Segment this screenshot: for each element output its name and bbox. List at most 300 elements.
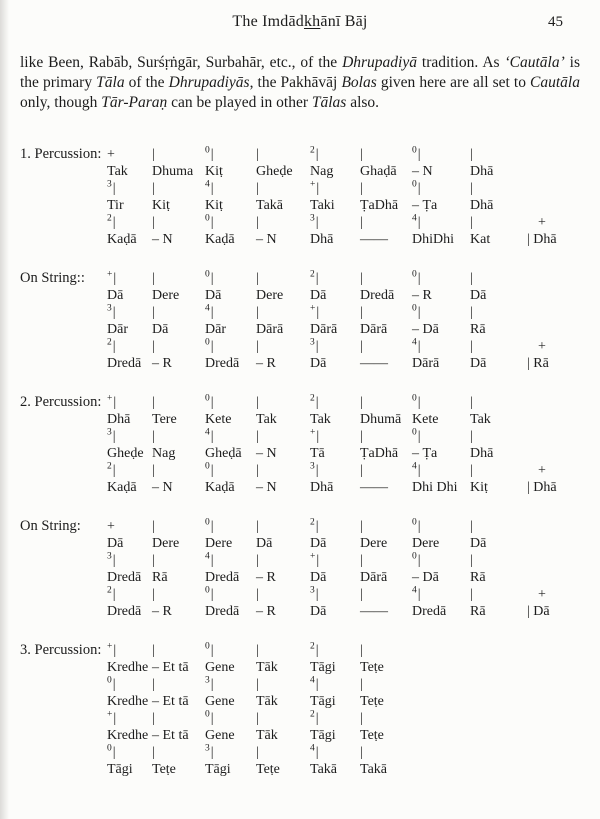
beat-marker: | <box>152 519 155 534</box>
section-label <box>20 411 107 428</box>
bol <box>527 411 589 428</box>
section-label <box>20 338 107 355</box>
beat-marker: $^0$| <box>205 585 214 602</box>
beat-marker: | <box>470 553 473 568</box>
beat-marker: | <box>470 271 473 286</box>
beat-marker: $^0$| <box>205 709 214 726</box>
bol: —— <box>360 232 388 247</box>
notation-row-markers <box>20 270 600 287</box>
section-label: 1. Percussion: <box>20 146 102 162</box>
beat-marker: | <box>152 147 155 162</box>
bol: Nag <box>310 164 334 179</box>
beat-marker: $^4$| <box>310 675 319 692</box>
bol <box>527 569 589 586</box>
beat-marker: | <box>360 215 363 230</box>
beat-marker: | <box>360 519 363 534</box>
beat-marker: | <box>470 429 473 444</box>
beat-marker: | <box>152 677 155 692</box>
bol: Kat <box>470 232 491 247</box>
beat-marker: | <box>360 339 363 354</box>
bol: – Ṭa <box>412 446 438 461</box>
beat-marker: +| <box>310 551 320 568</box>
beat-marker: $^4$| <box>205 551 214 568</box>
bol: Dere <box>152 536 180 551</box>
beat-marker: | <box>256 429 259 444</box>
bol: Kiṭ <box>470 480 488 495</box>
bol: – Dā <box>412 322 439 337</box>
section-label: On String: <box>20 518 81 534</box>
beat-marker: +| <box>107 641 117 658</box>
bol: Rā <box>470 570 486 585</box>
bol: Tak <box>470 412 491 427</box>
bol: ṬaDhā <box>360 198 399 213</box>
beat-marker: $^4$| <box>412 337 421 354</box>
beat-marker: | <box>152 271 155 286</box>
section-label: 3. Percussion: <box>20 642 102 658</box>
bol: Dā <box>470 536 487 551</box>
beat-marker: $^3$| <box>310 213 319 230</box>
bol: Kaḍā <box>107 480 137 495</box>
bol: Dhuma <box>152 164 194 179</box>
beat-marker: | <box>360 463 363 478</box>
beat-marker: $^2$| <box>107 213 116 230</box>
bol: Tir <box>107 198 124 213</box>
intro-segment: of the <box>124 74 169 91</box>
bol: – Ṭa <box>412 198 438 213</box>
bol: Tāgi <box>205 762 231 777</box>
bol <box>470 659 527 676</box>
bol: – N <box>152 232 173 247</box>
notation-row-markers <box>20 744 600 761</box>
bol: – N <box>152 480 173 495</box>
beat-marker: + <box>538 463 546 478</box>
beat-marker: $^3$| <box>107 179 116 196</box>
bol: Nag <box>152 446 176 461</box>
section-label <box>20 479 107 496</box>
beat-marker <box>527 180 589 197</box>
notation-row-bols <box>20 287 600 304</box>
bol: Dā <box>310 570 327 585</box>
bol: Teṭe <box>360 728 384 743</box>
beat-marker: $^0$| <box>205 641 214 658</box>
beat-marker: | <box>256 587 259 602</box>
notation-row-bols <box>20 355 600 372</box>
bol <box>527 197 589 214</box>
beat-marker: $^4$| <box>412 461 421 478</box>
bol <box>527 321 589 338</box>
page-header <box>0 0 600 34</box>
notation-row-bols <box>20 231 600 248</box>
bol: Rā <box>470 604 486 619</box>
section-label: On String:: <box>20 270 85 286</box>
notation-row-markers <box>20 180 600 197</box>
bol: Dā <box>310 536 327 551</box>
beat-marker <box>527 146 589 163</box>
bol: – R <box>256 356 276 371</box>
beat-marker: | <box>470 215 473 230</box>
bol: Dārā <box>360 570 388 585</box>
bol: Dhā <box>107 412 131 427</box>
bol: | Dā <box>527 604 550 619</box>
bol: Dā <box>470 288 487 303</box>
beat-marker: $^3$| <box>107 551 116 568</box>
intro-segment: also. <box>346 94 380 111</box>
bol: Takā <box>360 762 388 777</box>
beat-marker: $^3$| <box>107 303 116 320</box>
beat-marker <box>412 676 470 693</box>
notation-row-markers <box>20 146 600 163</box>
intro-segment: like Been, Rabāb, Surśṛṅgār, Surbahār, etc., of the <box>20 54 343 71</box>
bol: Dārā <box>360 322 388 337</box>
beat-marker: | <box>470 587 473 602</box>
bol: Tāk <box>256 728 278 743</box>
beat-marker <box>527 710 589 727</box>
beat-marker: $^2$| <box>107 461 116 478</box>
bol: Takā <box>310 762 338 777</box>
beat-marker: | <box>360 587 363 602</box>
beat-marker: | <box>152 339 155 354</box>
beat-marker: | <box>470 339 473 354</box>
notation-row-markers <box>20 462 600 479</box>
beat-marker: | <box>152 395 155 410</box>
bol: – R <box>256 604 276 619</box>
bol <box>412 761 470 778</box>
section-label <box>20 569 107 586</box>
beat-marker: +| <box>310 179 320 196</box>
beat-marker: | <box>152 745 155 760</box>
bol: Dā <box>205 288 222 303</box>
bol: Dredā <box>107 570 142 585</box>
notation-row-bols <box>20 535 600 552</box>
notation-row-bols <box>20 727 600 744</box>
intro-segment: can be played in other <box>167 94 312 111</box>
intro-segment: Bolas <box>341 74 377 91</box>
beat-marker: +| <box>107 393 117 410</box>
beat-marker: +| <box>107 269 117 286</box>
bol: —— <box>360 356 388 371</box>
beat-marker <box>527 428 589 445</box>
notation-row-bols <box>20 321 600 338</box>
section-label <box>20 659 107 676</box>
beat-marker: $^2$| <box>310 517 319 534</box>
beat-marker <box>527 270 589 287</box>
beat-marker: | <box>256 711 259 726</box>
notation-section <box>20 146 600 248</box>
beat-marker: | <box>152 553 155 568</box>
bol: Kredhe <box>107 660 149 675</box>
bol: Gheḍe <box>256 164 293 179</box>
bol: Kiṭ <box>152 198 170 213</box>
bol: Dā <box>310 356 327 371</box>
bol: Dredā <box>107 356 142 371</box>
intro-segment: tradition. As <box>416 54 505 71</box>
beat-marker: +| <box>310 303 320 320</box>
section-label <box>20 761 107 778</box>
notation-row-markers <box>20 710 600 727</box>
bol: Dredā <box>412 604 447 619</box>
bol: Gene <box>205 728 235 743</box>
bol: Dredā <box>107 604 142 619</box>
notation-row-markers <box>20 642 600 659</box>
bol: | Rā <box>527 356 549 371</box>
bol: Dere <box>360 536 388 551</box>
bol: Rā <box>152 570 168 585</box>
bol: Tak <box>107 164 128 179</box>
bol: Dredā <box>360 288 395 303</box>
bol: Kiṭ <box>205 198 223 213</box>
bol: Dere <box>256 288 284 303</box>
beat-marker: + <box>107 147 115 162</box>
beat-marker: +| <box>310 427 320 444</box>
beat-marker: $^4$| <box>310 743 319 760</box>
beat-marker: $^3$| <box>310 461 319 478</box>
section-label <box>20 287 107 304</box>
beat-marker: $^0$| <box>205 517 214 534</box>
bol <box>527 693 589 710</box>
bol: Dā <box>107 536 124 551</box>
beat-marker <box>470 710 527 727</box>
bol: | Dhā <box>527 232 557 247</box>
notation-row-markers <box>20 214 600 231</box>
beat-marker: | <box>152 429 155 444</box>
bol: Tā <box>310 446 325 461</box>
beat-marker: | <box>256 271 259 286</box>
beat-marker: $^2$| <box>107 337 116 354</box>
bol: – R <box>412 288 432 303</box>
notation-row-markers <box>20 428 600 445</box>
bol: Dredā <box>205 356 240 371</box>
bol: —— <box>360 604 388 619</box>
bol: Dhumā <box>360 412 402 427</box>
section-label <box>20 180 107 197</box>
beat-marker: $^4$| <box>412 585 421 602</box>
notation-row-bols <box>20 569 600 586</box>
bol: – N <box>256 446 277 461</box>
intro-segment: Dhrupadiyās <box>168 74 250 91</box>
notation-row-markers <box>20 552 600 569</box>
beat-marker: | <box>256 553 259 568</box>
bol: Kete <box>205 412 232 427</box>
bol <box>527 761 589 778</box>
section-label <box>20 744 107 761</box>
beat-marker: $^2$| <box>310 393 319 410</box>
bol: Teṭe <box>152 762 176 777</box>
beat-marker: $^0$| <box>412 179 421 196</box>
beat-marker: $^2$| <box>107 585 116 602</box>
bol: Kiṭ <box>205 164 223 179</box>
page-number: 45 <box>548 14 563 30</box>
beat-marker: $^0$| <box>412 551 421 568</box>
beat-marker <box>470 642 527 659</box>
section-label <box>20 445 107 462</box>
notation-row-bols <box>20 163 600 180</box>
beat-marker: | <box>152 587 155 602</box>
beat-marker: $^0$| <box>205 213 214 230</box>
bol: Dārā <box>310 322 338 337</box>
bol: Kredhe <box>107 728 149 743</box>
beat-marker <box>412 744 470 761</box>
bol: Kaḍā <box>205 232 235 247</box>
beat-marker: + <box>538 587 546 602</box>
beat-marker: $^0$| <box>412 427 421 444</box>
intro-segment: only, though <box>20 94 102 111</box>
intro-segment: ‘Cautāla’ <box>504 54 565 71</box>
intro-line <box>20 73 580 93</box>
intro-segment: , the Pakhāvāj <box>249 74 342 91</box>
bol: Gheḍā <box>205 446 242 461</box>
beat-marker: $^4$| <box>205 427 214 444</box>
beat-marker: | <box>360 305 363 320</box>
section-label <box>20 428 107 445</box>
section-label <box>20 462 107 479</box>
beat-marker: | <box>470 181 473 196</box>
beat-marker: $^3$| <box>205 675 214 692</box>
notation-row-markers <box>20 304 600 321</box>
bol: Ghaḍā <box>360 164 397 179</box>
notation-row-bols <box>20 445 600 462</box>
section-label <box>20 197 107 214</box>
bol: Dā <box>310 604 327 619</box>
beat-marker: | <box>470 519 473 534</box>
bol: Kete <box>412 412 439 427</box>
bol <box>470 727 527 744</box>
bol: Dārā <box>256 322 284 337</box>
beat-marker <box>527 304 589 321</box>
beat-marker: | <box>360 429 363 444</box>
section-label: 2. Percussion: <box>20 394 102 410</box>
beat-marker: | <box>152 181 155 196</box>
beat-marker: | <box>256 463 259 478</box>
beat-marker: | <box>256 745 259 760</box>
beat-marker <box>470 676 527 693</box>
section-label <box>20 710 107 727</box>
section-label <box>20 355 107 372</box>
bol: Dere <box>412 536 440 551</box>
bol <box>527 287 589 304</box>
beat-marker: $^2$| <box>310 269 319 286</box>
notation-row-bols <box>20 197 600 214</box>
beat-marker: | <box>256 181 259 196</box>
intro-segment: Tār-Paraṇ <box>101 94 168 111</box>
notation-section <box>20 270 600 372</box>
beat-marker: | <box>360 643 363 658</box>
notation-row-bols <box>20 603 600 620</box>
beat-marker: | <box>256 395 259 410</box>
beat-marker: | <box>470 463 473 478</box>
beat-marker <box>412 642 470 659</box>
notation-row-markers <box>20 394 600 411</box>
bol: – N <box>256 480 277 495</box>
beat-marker: | <box>470 395 473 410</box>
beat-marker: | <box>256 677 259 692</box>
bol: Dārā <box>412 356 440 371</box>
section-label <box>20 231 107 248</box>
bol: – Et tā <box>152 694 189 709</box>
beat-marker: | <box>152 463 155 478</box>
beat-marker: | <box>360 271 363 286</box>
beat-marker: | <box>470 305 473 320</box>
beat-marker: | <box>152 643 155 658</box>
beat-marker: $^0$| <box>412 269 421 286</box>
bol: ṬaDhā <box>360 446 399 461</box>
bol: – N <box>412 164 433 179</box>
intro-segment: is <box>564 54 580 71</box>
beat-marker: + <box>107 519 115 534</box>
title-segment: kh <box>303 13 321 30</box>
beat-marker: | <box>360 553 363 568</box>
notation-section <box>20 642 600 778</box>
bol <box>412 659 470 676</box>
beat-marker: $^4$| <box>205 179 214 196</box>
bol: Tāgi <box>107 762 133 777</box>
bol: – Et tā <box>152 728 189 743</box>
beat-marker: $^2$| <box>310 145 319 162</box>
bol <box>470 761 527 778</box>
beat-marker: | <box>360 395 363 410</box>
beat-marker: | <box>360 745 363 760</box>
beat-marker: $^3$| <box>205 743 214 760</box>
beat-marker: | <box>256 215 259 230</box>
bol: Dere <box>152 288 180 303</box>
intro-segment: Cautāla <box>530 74 580 91</box>
notation-row-bols <box>20 479 600 496</box>
bol: Dhā <box>470 446 494 461</box>
section-label <box>20 535 107 552</box>
beat-marker: $^4$| <box>205 303 214 320</box>
bol: Dā <box>152 322 169 337</box>
beat-marker: $^0$| <box>412 393 421 410</box>
bol <box>412 727 470 744</box>
bol: Tāgi <box>310 660 336 675</box>
beat-marker: $^0$| <box>412 303 421 320</box>
beat-marker <box>527 518 589 535</box>
beat-marker: $^0$| <box>205 337 214 354</box>
bol <box>527 535 589 552</box>
beat-marker: + <box>538 339 546 354</box>
beat-marker: $^3$| <box>310 337 319 354</box>
beat-marker: | <box>256 339 259 354</box>
notation-sections <box>0 146 600 778</box>
page-title <box>0 12 600 32</box>
beat-marker: $^0$| <box>205 393 214 410</box>
bol: Gene <box>205 694 235 709</box>
bol: – R <box>152 604 172 619</box>
beat-marker: + <box>538 215 546 230</box>
bol: – Dā <box>412 570 439 585</box>
bol: Dā <box>310 288 327 303</box>
bol: Rā <box>470 322 486 337</box>
beat-marker: $^3$| <box>107 427 116 444</box>
notation-row-markers <box>20 338 600 355</box>
beat-marker <box>527 552 589 569</box>
section-label <box>20 163 107 180</box>
bol: Tāgi <box>310 694 336 709</box>
beat-marker: $^2$| <box>310 709 319 726</box>
beat-marker <box>470 744 527 761</box>
bol: —— <box>360 480 388 495</box>
section-label <box>20 603 107 620</box>
bol: DhiDhi <box>412 232 454 247</box>
beat-marker: | <box>256 519 259 534</box>
bol <box>527 659 589 676</box>
beat-marker: $^0$| <box>205 145 214 162</box>
bol <box>470 693 527 710</box>
beat-marker: | <box>152 305 155 320</box>
bol: – R <box>152 356 172 371</box>
bol: Takā <box>256 198 284 213</box>
notation-section <box>20 518 600 620</box>
bol <box>527 445 589 462</box>
